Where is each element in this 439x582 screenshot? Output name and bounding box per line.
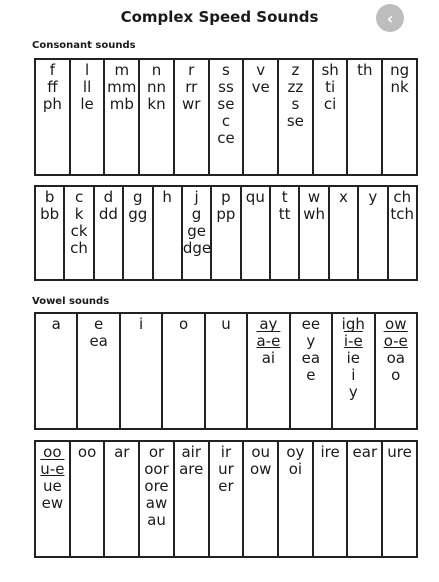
page-title: Complex Speed Sounds: [120, 8, 319, 26]
consonant-1-cell: [313, 59, 348, 175]
grapheme: nk: [390, 78, 409, 96]
grapheme: zz: [287, 78, 304, 96]
grapheme: oo: [43, 443, 62, 461]
grapheme: oa: [386, 349, 405, 367]
grapheme: ow: [385, 315, 407, 333]
grapheme: f: [49, 61, 55, 79]
grapheme: wr: [182, 95, 201, 113]
vowel-1-cell: [290, 313, 332, 429]
vowel-2-cell: [347, 441, 382, 557]
grapheme: dd: [98, 205, 118, 223]
grapheme: ay: [259, 315, 278, 333]
grapheme: ew: [41, 494, 64, 512]
vowel-1-cell: [332, 313, 374, 429]
grapheme: ff: [47, 78, 58, 96]
grapheme: oy: [286, 443, 305, 461]
grapheme: th: [357, 61, 373, 79]
consonant-1-cell: [382, 59, 417, 175]
grapheme: y: [368, 188, 378, 206]
consonant-2-cell: [388, 186, 418, 280]
grapheme: v: [256, 61, 266, 79]
vowel-1-cell: [120, 313, 162, 429]
grapheme: g: [191, 205, 202, 223]
grapheme: s: [291, 95, 300, 113]
grapheme: oo: [77, 443, 97, 461]
consonant-1-cell: [104, 59, 139, 175]
grapheme: i-e: [343, 332, 363, 350]
grapheme: or: [148, 443, 165, 461]
consonant-2-cell: [329, 186, 358, 280]
grapheme: ll: [82, 78, 92, 96]
grapheme: ar: [114, 443, 130, 461]
grapheme: ir: [220, 443, 232, 461]
vowel-1-cell: [205, 313, 247, 429]
grapheme: i: [139, 315, 144, 333]
consonant-sounds-label: Consonant sounds: [32, 40, 136, 51]
grapheme: ck: [70, 222, 88, 240]
grapheme: n: [151, 61, 162, 79]
grapheme: gg: [128, 205, 148, 223]
vowel-1-cell: [247, 313, 289, 429]
grapheme: wh: [303, 205, 325, 223]
grapheme: ou: [251, 443, 271, 461]
grapheme: c: [221, 112, 231, 130]
grapheme: u-e: [40, 460, 65, 478]
consonant-1-cell: [347, 59, 382, 175]
grapheme: qu: [245, 188, 265, 206]
consonant-table-1: [34, 58, 418, 176]
grapheme: ure: [387, 443, 412, 461]
grapheme: bb: [40, 205, 60, 223]
consonant-1-cell: [139, 59, 174, 175]
consonant-2-cell: [123, 186, 152, 280]
grapheme: g: [133, 188, 143, 206]
grapheme: aw: [145, 494, 168, 512]
grapheme: w: [307, 188, 321, 206]
vowel-2-cell: [382, 441, 417, 557]
grapheme: ue: [42, 477, 62, 495]
grapheme: igh: [341, 315, 365, 333]
grapheme: b: [44, 188, 55, 206]
grapheme: nn: [147, 78, 167, 96]
chevron-left-icon: ‹: [386, 8, 394, 28]
grapheme: ve: [251, 78, 270, 96]
consonant-2-cell: [182, 186, 211, 280]
grapheme: k: [74, 205, 84, 223]
vowel-1-cell: [77, 313, 119, 429]
vowel-sounds-label: Vowel sounds: [32, 296, 110, 307]
vowel-table-1: [34, 312, 418, 430]
back-button[interactable]: [376, 4, 404, 32]
consonant-2-cell: [35, 186, 64, 280]
consonant-1-cell: [243, 59, 278, 175]
grapheme: ch: [70, 239, 88, 257]
grapheme: x: [338, 188, 348, 206]
grapheme: h: [162, 188, 172, 206]
grapheme: ph: [42, 95, 62, 113]
grapheme: se: [286, 112, 304, 130]
vowel-2-cell: [104, 441, 139, 557]
consonant-2-cell: [64, 186, 93, 280]
consonant-1-cell: [278, 59, 313, 175]
grapheme: u: [221, 315, 231, 333]
grapheme: p: [221, 188, 231, 206]
grapheme: tt: [278, 205, 291, 223]
grapheme: air: [181, 443, 201, 461]
vowel-2-cell: [209, 441, 244, 557]
grapheme: ore: [144, 477, 169, 495]
consonant-2-cell: [153, 186, 182, 280]
grapheme: ss: [218, 78, 234, 96]
grapheme: m: [114, 61, 130, 79]
grapheme: ai: [261, 349, 276, 367]
grapheme: z: [291, 61, 300, 79]
grapheme: ci: [323, 95, 337, 113]
vowel-1-cell: [35, 313, 77, 429]
grapheme: sh: [321, 61, 339, 79]
grapheme: tch: [390, 205, 415, 223]
grapheme: rr: [185, 78, 198, 96]
grapheme: a-e: [256, 332, 281, 350]
grapheme: ire: [320, 443, 340, 461]
consonant-2-cell: [211, 186, 240, 280]
consonant-2-cell: [241, 186, 270, 280]
consonant-table-2: [34, 185, 418, 281]
grapheme: ch: [393, 188, 412, 206]
vowel-1-row: [35, 313, 417, 429]
grapheme: le: [80, 95, 94, 113]
grapheme: ie: [346, 349, 360, 367]
grapheme: oor: [144, 460, 169, 478]
consonant-2-cell: [270, 186, 299, 280]
grapheme: e: [306, 366, 316, 384]
vowel-1-cell: [375, 313, 418, 429]
grapheme: o-e: [383, 332, 408, 350]
grapheme: y: [306, 332, 316, 350]
consonant-2-cell: [94, 186, 123, 280]
vowel-1-cell: [162, 313, 204, 429]
vowel-2-cell: [174, 441, 209, 557]
vowel-2-cell: [139, 441, 174, 557]
consonant-2-row: [35, 186, 417, 280]
grapheme: ee: [301, 315, 321, 333]
grapheme: ur: [218, 460, 234, 478]
consonant-1-cell: [174, 59, 209, 175]
grapheme: se: [217, 95, 235, 113]
vowel-2-cell: [243, 441, 278, 557]
grapheme: e: [94, 315, 104, 333]
grapheme: y: [348, 383, 358, 401]
grapheme: ea: [301, 349, 321, 367]
grapheme: o: [391, 366, 401, 384]
consonant-2-cell: [299, 186, 328, 280]
grapheme: o: [178, 315, 189, 333]
grapheme: mm: [107, 78, 137, 96]
vowel-2-row: [35, 441, 417, 557]
grapheme: kn: [147, 95, 166, 113]
grapheme: ear: [352, 443, 378, 461]
vowel-2-cell: [35, 441, 70, 557]
grapheme: oi: [288, 460, 303, 478]
grapheme: t: [281, 188, 288, 206]
consonant-1-row: [35, 59, 417, 175]
grapheme: ng: [390, 61, 410, 79]
vowel-2-cell: [278, 441, 313, 557]
consonant-1-cell: [70, 59, 105, 175]
grapheme: s: [222, 61, 230, 79]
consonant-1-cell: [209, 59, 244, 175]
vowel-2-cell: [313, 441, 348, 557]
grapheme: er: [218, 477, 234, 495]
grapheme: r: [188, 61, 195, 79]
grapheme: ea: [89, 332, 108, 350]
vowel-2-cell: [70, 441, 105, 557]
grapheme: au: [147, 511, 166, 529]
grapheme: mb: [109, 95, 134, 113]
vowel-table-2: [34, 440, 418, 558]
grapheme: ce: [217, 129, 235, 147]
grapheme: dge: [182, 239, 212, 257]
grapheme: are: [179, 460, 204, 478]
consonant-2-cell: [358, 186, 387, 280]
grapheme: d: [103, 188, 114, 206]
grapheme: i: [351, 366, 356, 384]
grapheme: ti: [325, 78, 336, 96]
grapheme: ow: [249, 460, 272, 478]
grapheme: j: [194, 188, 199, 206]
grapheme: l: [84, 61, 90, 79]
grapheme: ge: [187, 222, 206, 240]
grapheme: c: [74, 188, 84, 206]
grapheme: a: [51, 315, 61, 333]
consonant-1-cell: [35, 59, 70, 175]
grapheme: pp: [216, 205, 236, 223]
